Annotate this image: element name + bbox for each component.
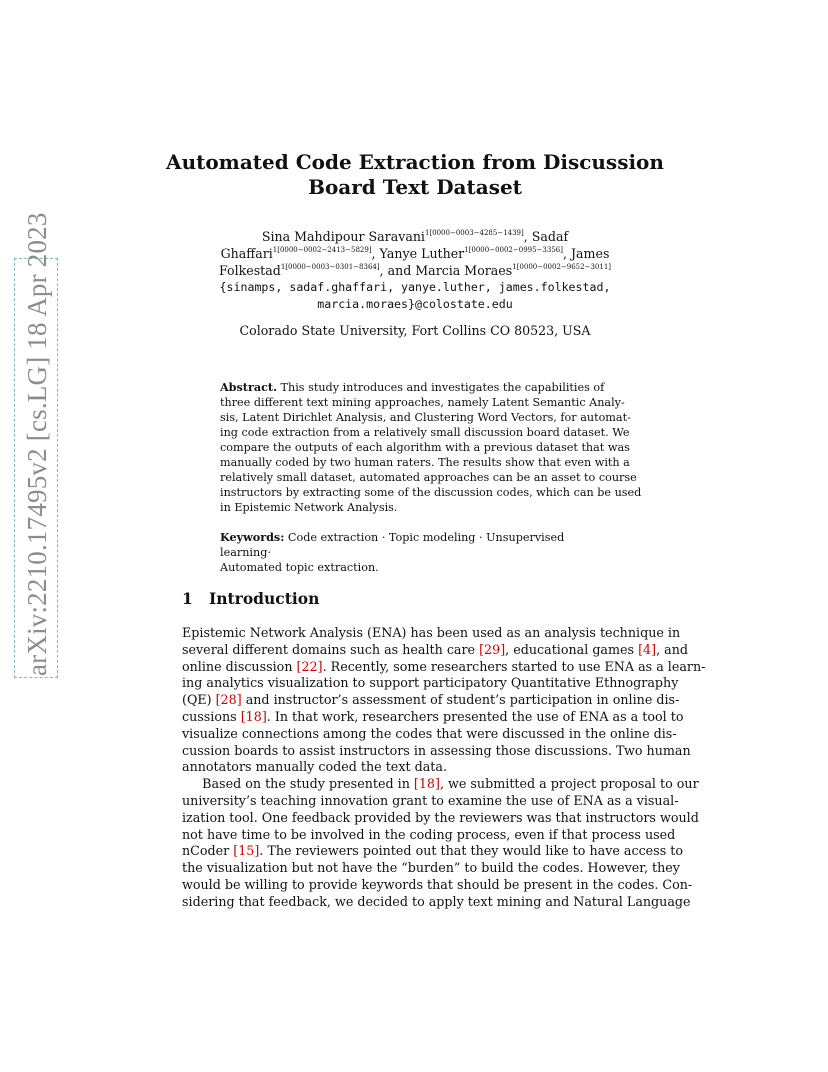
citation-link[interactable]: [22]: [296, 658, 323, 674]
citation-link[interactable]: [29]: [479, 641, 506, 657]
abstract-label: Abstract.: [220, 380, 277, 394]
body-line: annotators manually coded the text data.: [182, 759, 447, 775]
title-line-1: Automated Code Extraction from Discussion: [166, 150, 664, 174]
author-line-1: Sina Mahdipour Saravani$^{1[0000-0003-4285-1439]}$, Sadaf: [261, 229, 569, 244]
body-line: (QE) [28] and instructor’s assessment of student’s participation in online dis-: [182, 692, 680, 708]
section-title: Introduction: [209, 589, 320, 608]
body-line: nCoder [15]. The reviewers pointed out that they would like to have access to: [182, 843, 683, 859]
citation-link[interactable]: [18]: [413, 776, 440, 792]
body-line: online discussion [22]. Recently, some researchers started to use ENA as a learn-: [182, 658, 706, 674]
body-line: not have time to be involved in the coding process, even if that process used: [182, 826, 676, 842]
body-line: ization tool. One feedback provided by the reviewers was that instructors would: [182, 809, 699, 825]
body-line: would be willing to provide keywords that should be present in the codes. Con-: [182, 876, 693, 892]
body-line: cussion boards to assist instructors in assessing those discussions. Two human: [182, 742, 691, 758]
body-line: sidering that feedback, we decided to apply text mining and Natural Language: [182, 893, 691, 909]
body-line: cussions [18]. In that work, researchers presented the use of ENA as a tool to: [182, 708, 684, 724]
author-emails-line-1: {sinamps, sadaf.ghaffari, yanye.luther, james.folkestad,: [219, 280, 611, 294]
keywords-label: Keywords:: [220, 530, 285, 544]
paper-title: [160, 150, 670, 200]
body-line: ing analytics visualization to support participatory Quantitative Ethnography: [182, 675, 679, 691]
citation-link[interactable]: [18]: [240, 708, 267, 724]
citation-link[interactable]: [28]: [215, 692, 242, 708]
body-line: several different domains such as health care [29], educational games [4], and: [182, 641, 689, 657]
keywords: Keywords: Code extraction · Topic modeling · Unsupervised learning· Automated topic extraction.: [220, 530, 565, 574]
affiliation: Colorado State University, Fort Collins CO 80523, USA: [239, 323, 591, 338]
author-line-2: Ghaffari$^{1[0000-0002-2413-5829]}$, Yanye Luther$^{1[0000-0002-0995-3356]}$, James: [220, 246, 610, 261]
author-emails-line-2: marcia.moraes}@colostate.edu: [317, 297, 513, 311]
introduction-body: [182, 625, 706, 911]
citation-link[interactable]: [15]: [233, 843, 260, 859]
body-line: visualize connections among the codes that were discussed in the online dis-: [182, 725, 677, 741]
title-line-2: Board Text Dataset: [308, 175, 522, 199]
section-heading-introduction: [182, 589, 319, 608]
body-line: Based on the study presented in [18], we submitted a project proposal to our: [182, 776, 699, 792]
abstract: Abstract. This study introduces and investigates the capabilities of three different text mining approaches, namely Latent Semantic Analy- sis, Latent Dirichlet Analysis, and Clustering Word Vectors, for automat- ing code extraction from a relatively small discussion board dataset. We compare the outputs of each algorithm with a previous dataset that was manually coded by two human raters. The results show that even with a relatively small dataset, automated approaches can be an asset to course instructors by extracting some of the discussion codes, which can be used in Epistemic Network Analysis.: [220, 380, 642, 514]
section-number: 1: [182, 589, 193, 608]
author-block: [180, 228, 650, 313]
body-line: Epistemic Network Analysis (ENA) has been used as an analysis technique in: [182, 625, 681, 640]
author-line-3: Folkestad$^{1[0000-0003-0301-8364]}$, and Marcia Moraes$^{1[0000-0002-9652-3011]}$: [218, 263, 612, 278]
citation-link[interactable]: [4]: [638, 641, 657, 657]
arxiv-watermark: arXiv:2210.17495v2 [cs.LG] 18 Apr 2023: [22, 212, 52, 676]
body-line: the visualization but not have the “burden” to build the codes. However, they: [182, 860, 680, 876]
body-line: university’s teaching innovation grant to examine the use of ENA as a visual-: [182, 792, 679, 808]
